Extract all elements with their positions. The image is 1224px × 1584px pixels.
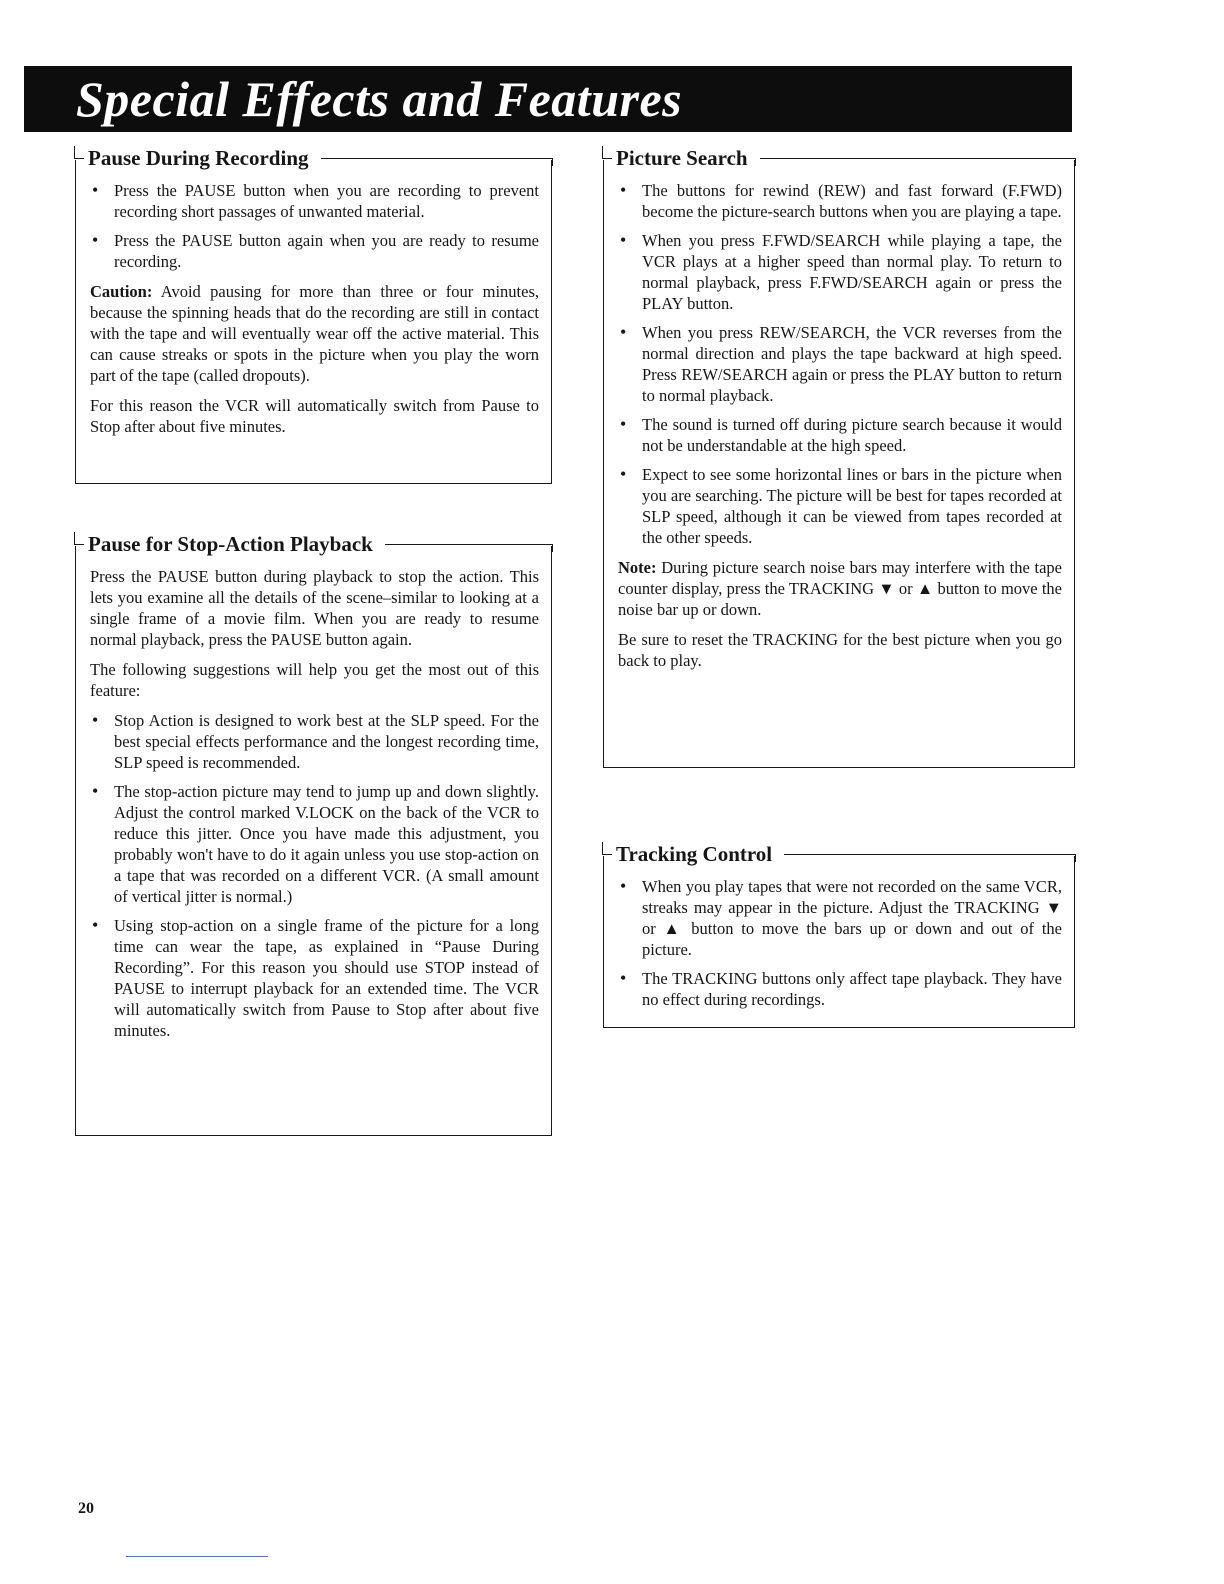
list-item: • The TRACKING buttons only affect tape playback. They have no effect during recordings. (618, 968, 1062, 1010)
list-item: • Press the PAUSE button when you are recording to prevent recording short passages of unwanted material. (90, 180, 539, 222)
section-pause-recording (75, 146, 552, 484)
header-banner (24, 66, 1072, 132)
section-tracking (603, 842, 1075, 1028)
footer-divider (126, 1556, 268, 1557)
list-item: • The stop-action picture may tend to jump up and down slightly. Adjust the control marked V.LOCK on the back of the VCR to reduce this jitter. Once you have made this adjustment, you probably won't have to do it again unless you use stop-action on a tape that was recorded on a different VCR. (A small amount of vertical jitter is normal.) (90, 781, 539, 907)
section-heading: Picture Search (612, 146, 760, 170)
list-item: • Expect to see some horizontal lines or bars in the picture when you are searching. The picture will be best for tapes recorded at SLP speed, although it can be viewed from tapes recorded at the other speeds. (618, 464, 1062, 548)
note-label: Note: (618, 558, 657, 577)
reset-text: Be sure to reset the TRACKING for the best picture when you go back to play. (618, 630, 1062, 670)
caution-label: Caution: (90, 282, 153, 301)
section-stop-action (75, 532, 552, 1136)
page-title: Special Effects and Features (76, 71, 683, 127)
list-item: • Using stop-action on a single frame of the picture for a long time can wear the tape, as explained in “Pause During Recording”. For this reason you should use STOP instead of PAUSE to interrupt playback for an extended time. The VCR will automatically switch from Pause to Stop after about five minutes. (90, 915, 539, 1041)
list-item: • When you press F.FWD/SEARCH while playing a tape, the VCR plays at a higher speed than normal play. To return to normal playback, press F.FWD/SEARCH again or press the PLAY button. (618, 230, 1062, 314)
list-item: • When you play tapes that were not recorded on the same VCR, streaks may appear in the picture. Adjust the TRACKING ▼ or ▲ button to move the bars up or down and out of the picture. (618, 876, 1062, 960)
section-picture-search (603, 146, 1075, 768)
section-heading: Tracking Control (612, 842, 784, 866)
list-item: • Press the PAUSE button again when you are ready to resume recording. (90, 230, 539, 272)
list-item: • The sound is turned off during picture search because it would not be understandable at the high speed. (618, 414, 1062, 456)
list-item: • When you press REW/SEARCH, the VCR reverses from the normal direction and plays the tape backward at high speed. Press REW/SEARCH again or press the PLAY button to return to normal playback. (618, 322, 1062, 406)
section-heading: Pause for Stop-Action Playback (84, 532, 385, 556)
caution-text: Avoid pausing for more than three or four minutes, because the spinning heads that do the recording are still in contact with the tape and will eventually wear off the active material. This can cause streaks or spots in the picture when you play the worn part of the tape (called dropouts). (90, 282, 539, 385)
list-item: • The buttons for rewind (REW) and fast forward (F.FWD) become the picture-search buttons when you are playing a tape. (618, 180, 1062, 222)
auto-stop-text: For this reason the VCR will automatically switch from Pause to Stop after about five minutes. (90, 396, 539, 436)
list-item: • Stop Action is designed to work best at the SLP speed. For the best special effects performance and the longest recording time, SLP speed is recommended. (90, 710, 539, 773)
intro-text: Press the PAUSE button during playback to stop the action. This lets you examine all the details of the scene–similar to looking at a single frame of a movie film. When you are ready to resume normal playback, press the PAUSE button again. (90, 567, 539, 649)
page-number: 20 (78, 1500, 94, 1517)
suggestions-text: The following suggestions will help you get the most out of this feature: (90, 660, 539, 700)
section-heading: Pause During Recording (84, 146, 321, 170)
note-text: During picture search noise bars may interfere with the tape counter display, press the TRACKING ▼ or ▲ button to move the noise bar up or down. (618, 558, 1063, 619)
